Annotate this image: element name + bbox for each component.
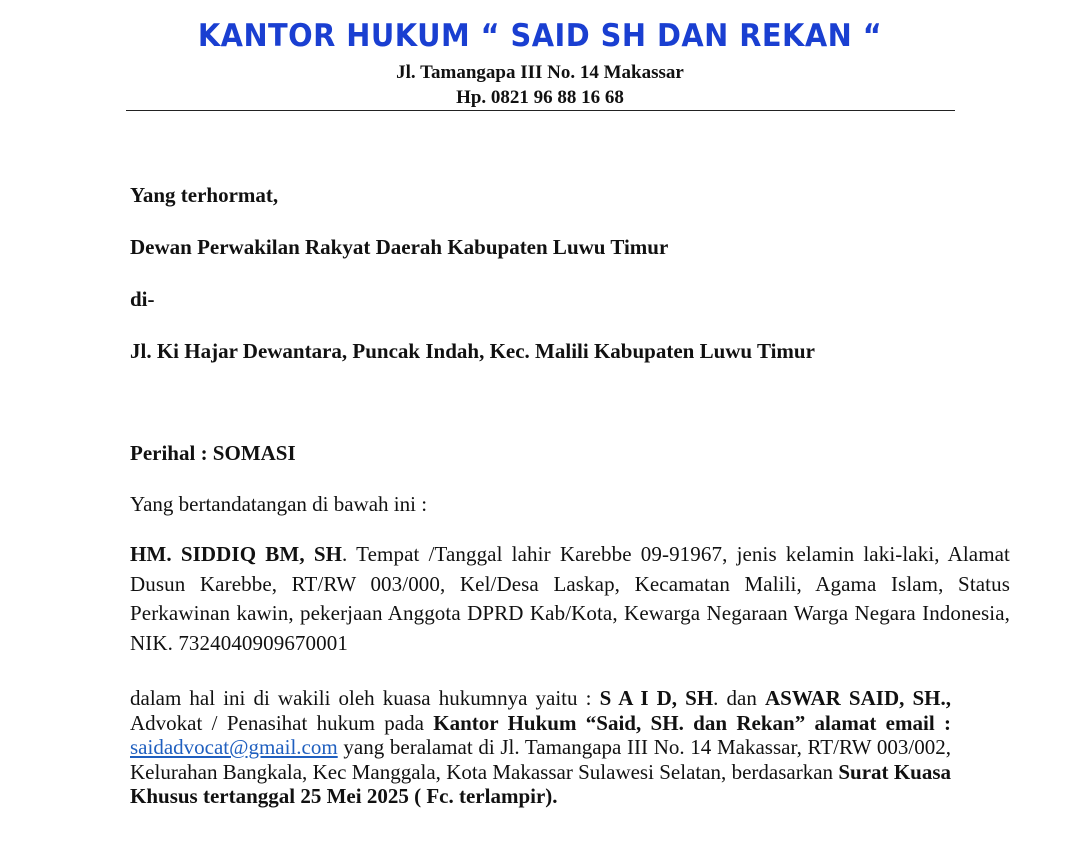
- letterhead-title: KANTOR HUKUM “ SAID SH DAN REKAN “: [197, 18, 883, 54]
- rep-power-of-attorney: Surat Kuasa Khusus tertanggal 25 Mei 2025 ( Fc. terlampir).: [130, 759, 951, 808]
- rep-text-3: Advokat / Penasihat hukum pada: [130, 710, 434, 735]
- rep-lawyer-2: ASWAR SAID, SH.,: [764, 686, 951, 710]
- rep-lawyer-1: S A I D, SH: [599, 686, 714, 710]
- letterhead-address: Jl. Tamangapa III No. 14 Makassar: [396, 62, 684, 83]
- rep-text-1: dalam hal ini di wakili oleh kuasa hukumnya yaitu :: [130, 686, 600, 710]
- signer-paragraph: [130, 540, 1010, 658]
- rep-firm-name: Kantor Hukum “Said, SH. dan Rekan” alamat email :: [433, 710, 951, 735]
- signer-name: HM. SIDDIQ BM, SH: [130, 542, 343, 566]
- email-link[interactable]: saidadvocat@gmail.com: [130, 735, 338, 759]
- letterhead-phone: Hp. 0821 96 88 16 68: [456, 87, 624, 108]
- recipient-address: Jl. Ki Hajar Dewantara, Puncak Indah, Kec. Malili Kabupaten Luwu Timur: [130, 339, 815, 363]
- recipient-di: di-: [130, 287, 155, 311]
- recipient-name: Dewan Perwakilan Rakyat Daerah Kabupaten Luwu Timur: [130, 235, 669, 259]
- rep-text-4: yang beralamat di Jl. Tamangapa III No. 14 Makassar, RT/RW 003/002, Kelurahan Bangkala, Kec Manggala, Kota Makassar Sulawesi Selatan, berdasarkan: [130, 735, 951, 784]
- representation-paragraph: [130, 686, 951, 809]
- intro-line: Yang bertandatangan di bawah ini :: [130, 492, 428, 516]
- signer-details: . Tempat /Tanggal lahir Karebbe 09-91967, jenis kelamin laki-laki, Alamat Dusun Karebbe, RT/RW 003/000, Kel/Desa Laskap, Kecamatan Malili, Agama Islam, Status Perkawinan kawin, pekerjaan Anggota DPRD Kab/Kota, Kewarga Negaraan Warga Negara Indonesia, NIK. 7324040909670001: [130, 542, 1010, 655]
- subject-line: Perihal : SOMASI: [130, 441, 296, 465]
- salutation: Yang terhormat,: [130, 183, 279, 207]
- letterhead-divider: [126, 110, 955, 111]
- rep-text-2: . dan: [713, 686, 765, 710]
